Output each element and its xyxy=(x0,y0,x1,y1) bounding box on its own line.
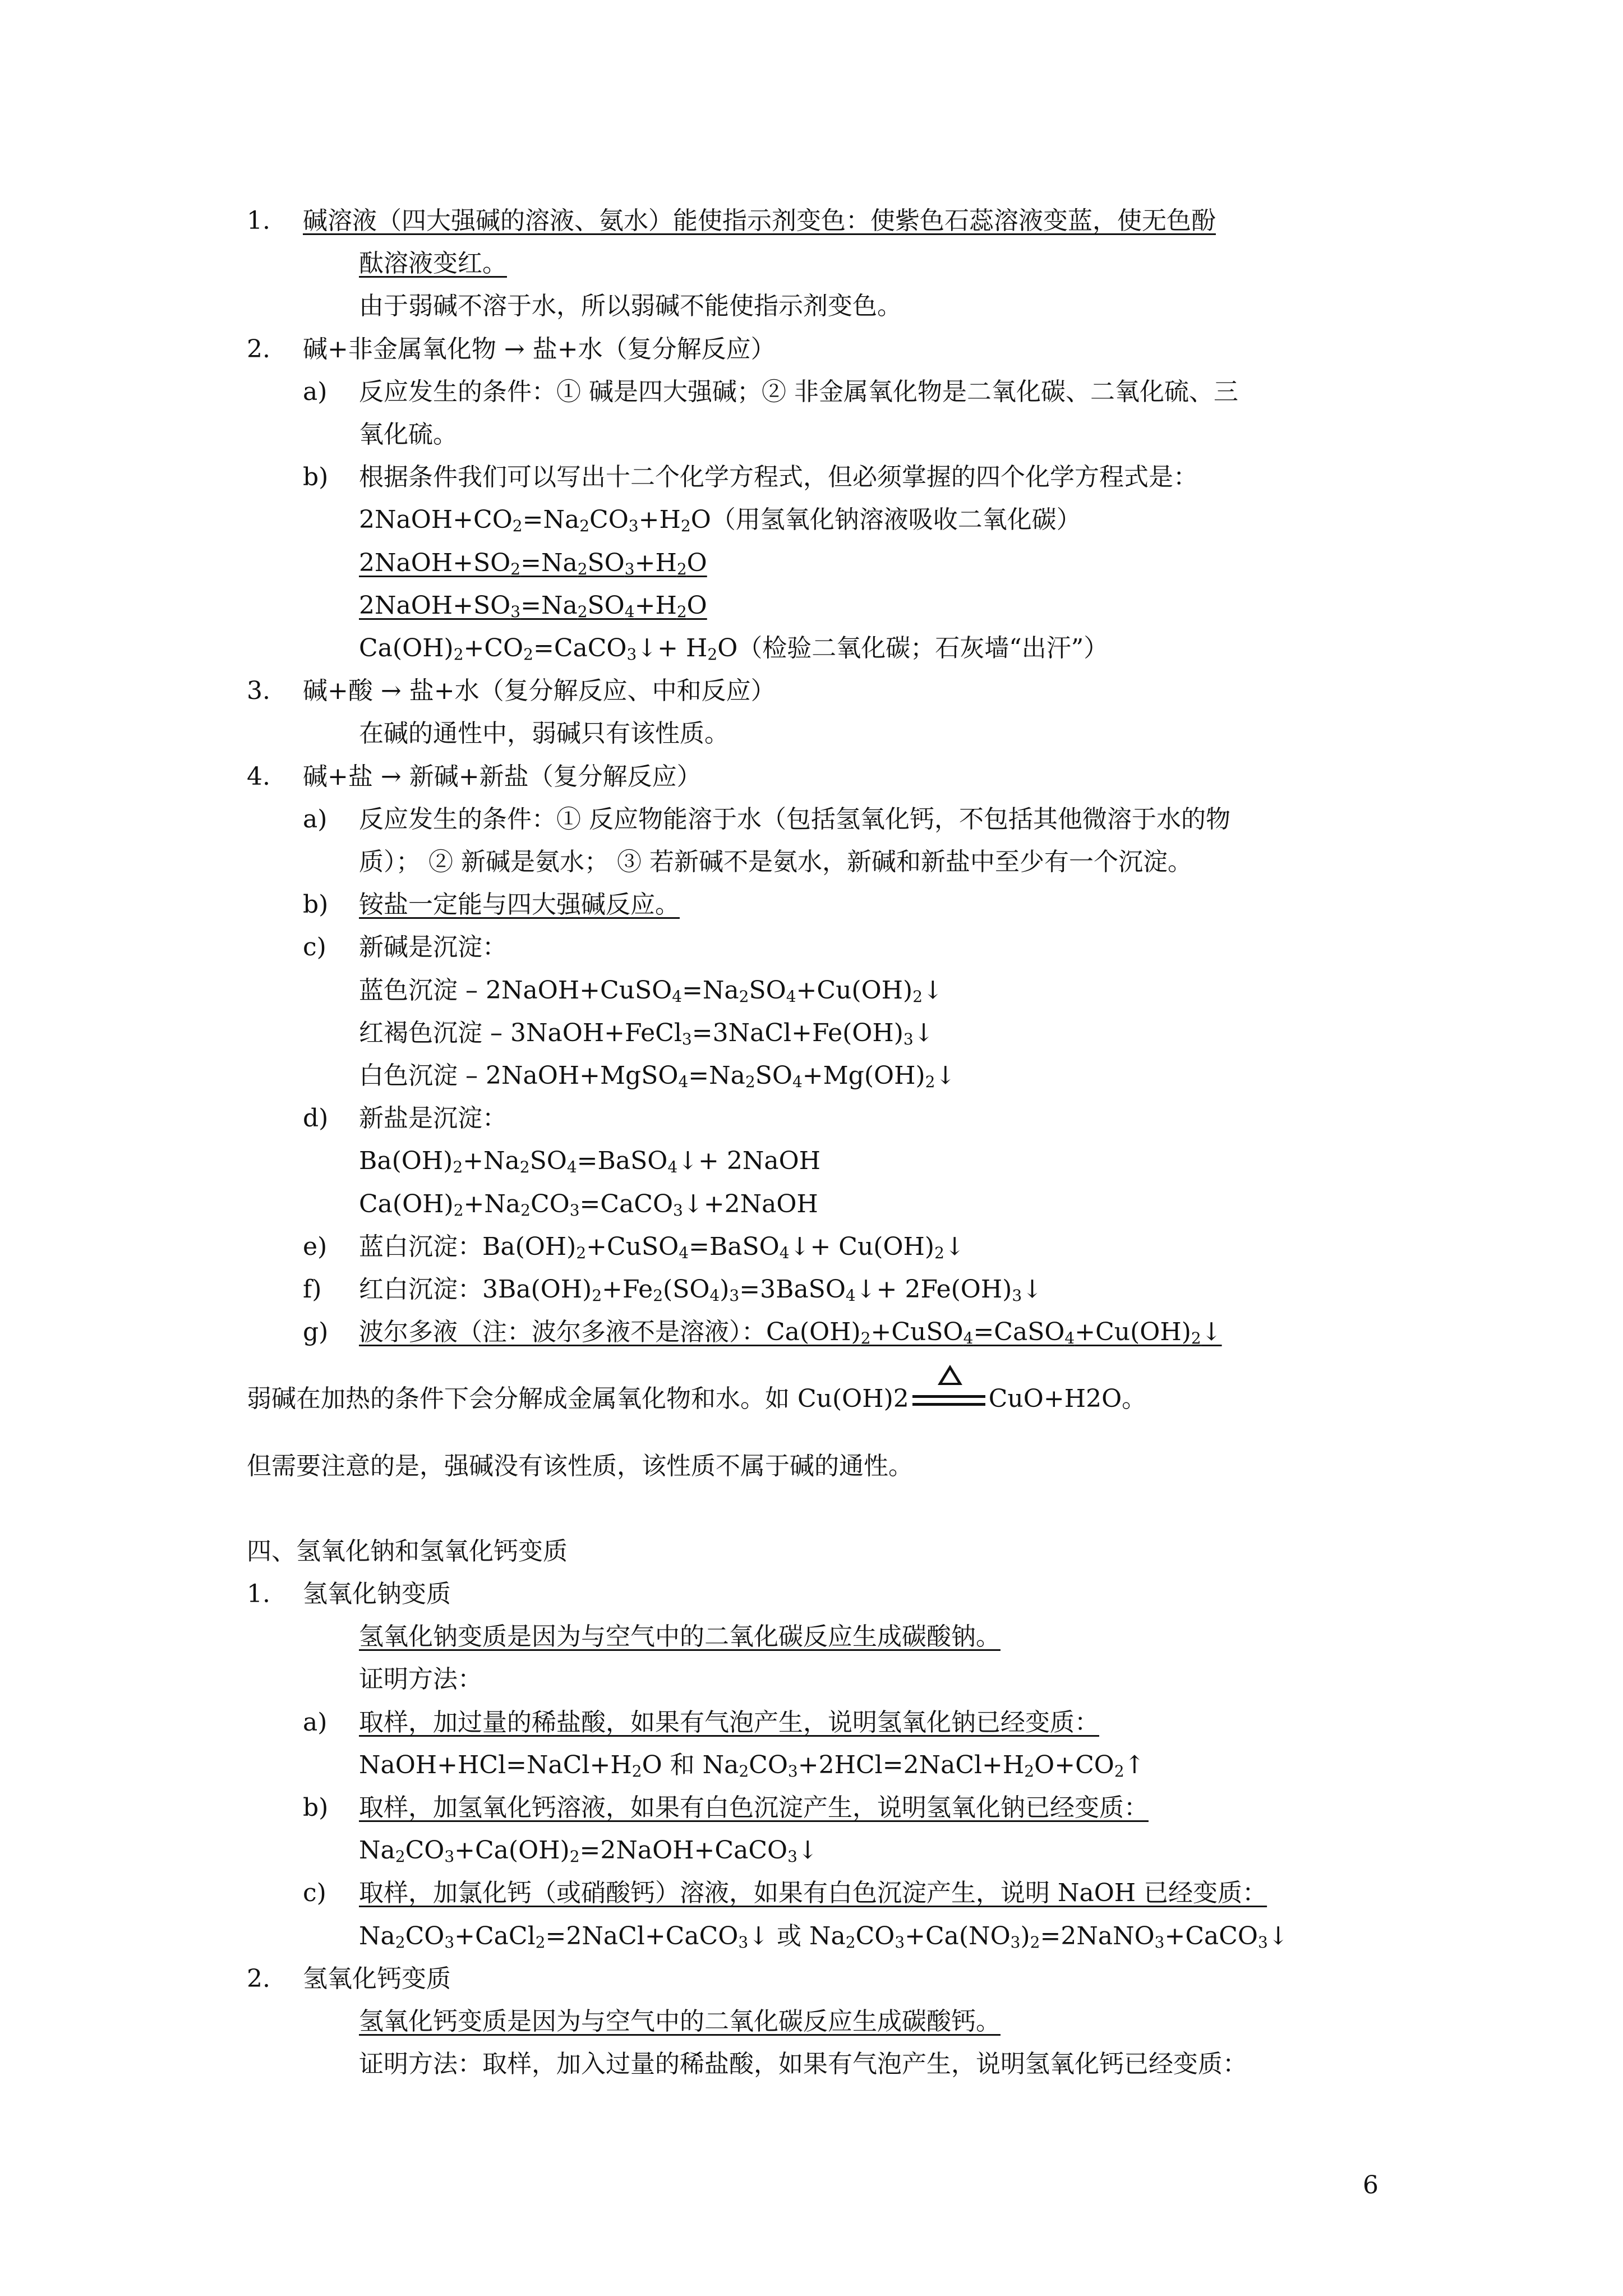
weak-base-decomposition xyxy=(247,1384,1147,1413)
list-item-text: 碱+非金属氧化物 → 盐+水（复分解反应） xyxy=(303,334,776,364)
page-number: 6 xyxy=(1363,2171,1378,2200)
weak-base-text-after: CuO+H2O。 xyxy=(988,1384,1147,1413)
section-title: 四、氢氧化钠和氢氧化钙变质 xyxy=(247,1537,568,1566)
list-item-text: 质）； ② 新碱是氨水； ③ 若新碱不是氨水，新碱和新盐中至少有一个沉淀。 xyxy=(359,848,1192,876)
section-item-marker: 2. xyxy=(247,1964,270,1993)
list-item-marker: a) xyxy=(303,377,328,406)
section-item-text: 氢氧化钙变质 xyxy=(303,1964,451,1993)
section-item-marker: b) xyxy=(303,1793,329,1822)
section-item-text: 氢氧化钙变质是因为与空气中的二氧化碳反应生成碳酸钙。 xyxy=(359,2007,1000,2036)
list-item-marker: c) xyxy=(303,933,326,962)
list-item-marker: e) xyxy=(303,1232,328,1261)
list-item-text: 在碱的通性中，弱碱只有该性质。 xyxy=(359,719,729,748)
list-item-text: 铵盐一定能与四大强碱反应。 xyxy=(359,890,680,919)
list-item-text: $2NaOH+SO_3=Na_2SO_4+H_2O$ xyxy=(359,591,707,621)
strong-base-note: 但需要注意的是，强碱没有该性质，该性质不属于碱的通性。 xyxy=(247,1452,913,1480)
list-item-text: 由于弱碱不溶于水，所以弱碱不能使指示剂变色。 xyxy=(359,292,902,321)
list-item-text: 蓝白沉淀：$Ba(OH)_2+CuSO_4=BaSO_4↓+$ $Cu(OH)_2↓$ xyxy=(359,1232,965,1262)
section-item-marker: a) xyxy=(303,1708,328,1737)
list-item-text: 根据条件我们可以写出十二个化学方程式，但必须掌握的四个化学方程式是： xyxy=(359,463,1198,492)
list-item-marker: f) xyxy=(303,1275,322,1304)
list-item-marker: b) xyxy=(303,890,329,919)
list-item-marker: 4. xyxy=(247,762,270,791)
list-item-text: $Ba(OH)_2+Na_2SO_4=BaSO_4↓+$ 2NaOH xyxy=(359,1147,821,1177)
list-item-text: 氧化硫。 xyxy=(359,420,458,449)
list-item-marker: 3. xyxy=(247,677,270,706)
heating-equals-sign-icon xyxy=(912,1388,985,1413)
section-item-text: 取样，加氯化钙（或硝酸钙）溶液，如果有白色沉淀产生，说明 NaOH 已经变质： xyxy=(359,1879,1267,1908)
list-item-text: 波尔多液（注：波尔多液不是溶液）：$Ca(OH)_2+CuSO_4=CaSO_4+Cu(OH)_2↓$ xyxy=(359,1318,1222,1348)
list-item-text: 碱+盐 → 新碱+新盐（复分解反应） xyxy=(303,762,702,791)
list-item-text: 红褐色沉淀 – $3NaOH+FeCl_3=3NaCl+Fe(OH)_3↓$ xyxy=(359,1018,934,1048)
list-item-text: $Ca(OH)_2+Na_2CO_3=CaCO_3↓+2NaOH$ xyxy=(359,1189,818,1220)
list-item-text: 碱+酸 → 盐+水（复分解反应、中和反应） xyxy=(303,677,776,706)
list-item-text: 新盐是沉淀： xyxy=(359,1104,507,1133)
section-item-text: 取样，加氢氧化钙溶液，如果有白色沉淀产生，说明氢氧化钠已经变质： xyxy=(359,1793,1149,1822)
list-item-text: 反应发生的条件：① 碱是四大强碱；② 非金属氧化物是二氧化碳、二氧化硫、三 xyxy=(359,377,1238,406)
section-item-text: 证明方法： xyxy=(359,1665,482,1694)
list-item-text: $2NaOH+CO_2=Na_2CO_3+H_2O$（用氢氧化钠溶液吸收二氧化碳） xyxy=(359,505,1081,536)
section-item-text: 证明方法：取样，加入过量的稀盐酸，如果有气泡产生，说明氢氧化钙已经变质： xyxy=(359,2050,1247,2079)
section-item-text: $NaOH+HCl=NaCl+H_2O$ 和 $Na_2CO_3+2HCl=2NaCl+H_2O+CO_2↑$ xyxy=(359,1750,1145,1780)
list-item-text: 碱溶液（四大强碱的溶液、氨水）能使指示剂变色：使紫色石蕊溶液变蓝，使无色酚 xyxy=(303,206,1216,235)
list-item-marker: d) xyxy=(303,1104,329,1133)
list-item-text: $Ca(OH)_2+CO_2=CaCO_3↓+ H_2O$（检验二氧化碳；石灰墙“出汗”） xyxy=(359,634,1109,664)
list-item-text: $2NaOH+SO_2=Na_2SO_3+H_2O$ xyxy=(359,548,707,578)
list-item-marker: a) xyxy=(303,804,328,834)
list-item-marker: b) xyxy=(303,463,329,492)
list-item-marker: g) xyxy=(303,1318,329,1347)
list-item-marker: 1. xyxy=(247,206,270,235)
list-item-text: 蓝色沉淀 – $2NaOH+CuSO_4=Na_2SO_4+Cu(OH)_2↓$ xyxy=(359,976,943,1006)
list-item-text: 红白沉淀：$3Ba(OH)_2+Fe_2(SO_4)_3=3BaSO_4↓+$ $2Fe(OH)_3↓$ xyxy=(359,1275,1043,1305)
section-item-text: 氢氧化钠变质 xyxy=(303,1580,451,1608)
list-item-text: 酞溶液变红。 xyxy=(359,249,507,278)
section-item-text: $Na_2CO_3+Ca(OH)_2=2NaOH+CaCO_3↓$ xyxy=(359,1836,818,1866)
section-item-text: 取样，加过量的稀盐酸，如果有气泡产生，说明氢氧化钠已经变质： xyxy=(359,1708,1099,1737)
list-item-text: 新碱是沉淀： xyxy=(359,933,507,962)
list-item-marker: 2. xyxy=(247,334,270,364)
weak-base-text-before: 弱碱在加热的条件下会分解成金属氧化物和水。如 Cu(OH)2 xyxy=(247,1384,909,1413)
section-item-text: $Na_2CO_3+CaCl_2=2NaCl+CaCO_3↓$ 或 $Na_2CO_3+Ca(NO_3)_2=2NaNO_3+CaCO_3↓$ xyxy=(359,1921,1289,1952)
section-item-marker: c) xyxy=(303,1879,326,1908)
section-item-text: 氢氧化钠变质是因为与空气中的二氧化碳反应生成碳酸钠。 xyxy=(359,1622,1000,1651)
section-item-marker: 1. xyxy=(247,1580,270,1608)
list-item-text: 白色沉淀 – $2NaOH+MgSO_4=Na_2SO_4+Mg(OH)_2↓$ xyxy=(359,1061,956,1091)
list-item-text: 反应发生的条件：① 反应物能溶于水（包括氢氧化钙，不包括其他微溶于水的物 xyxy=(359,804,1230,834)
